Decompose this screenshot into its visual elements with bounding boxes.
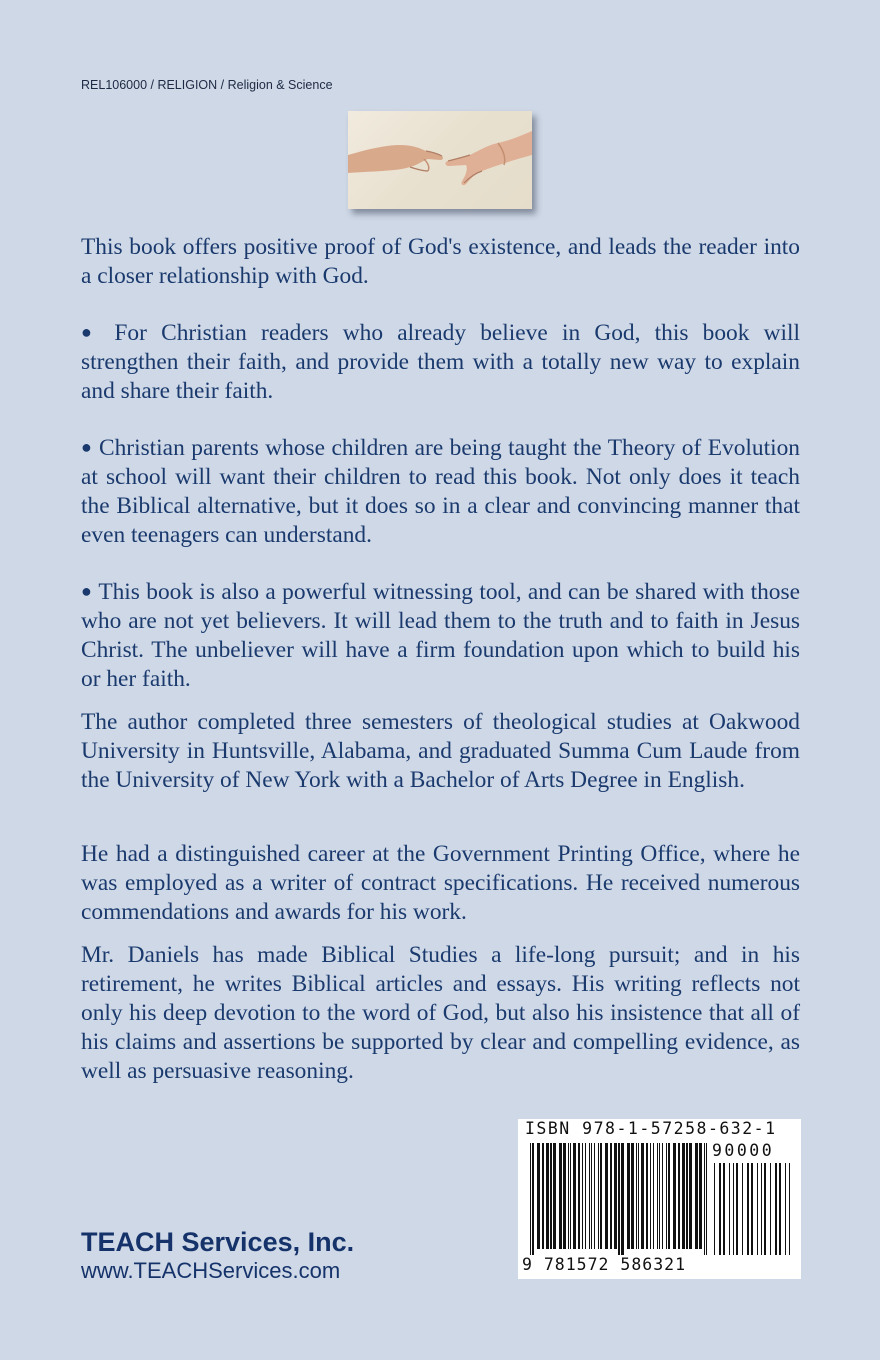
barcode-bar: [610, 1143, 612, 1249]
barcode-bar: [699, 1143, 702, 1249]
barcode-bar: [747, 1163, 749, 1255]
author-paragraph: [81, 941, 800, 1086]
barcode-bar: [542, 1143, 544, 1249]
price-code: 90000: [712, 1141, 775, 1160]
barcode-bar: [789, 1163, 790, 1255]
barcode-bar: [563, 1143, 566, 1249]
barcode-bar: [600, 1143, 602, 1249]
barcode-bar: [578, 1143, 580, 1249]
isbn-barcode: [518, 1119, 801, 1279]
barcode-bar: [638, 1143, 639, 1249]
barcode-bar: [537, 1143, 540, 1249]
barcode-bar: [589, 1143, 590, 1249]
barcode-bar: [761, 1163, 762, 1255]
barcode-bar: [646, 1143, 648, 1249]
author-paragraph: [81, 840, 800, 927]
barcode-bar: [650, 1143, 651, 1249]
barcode-bar: [570, 1143, 571, 1249]
barcode-bar: [618, 1143, 620, 1255]
barcode-bar: [598, 1143, 599, 1249]
category-code: REL106000 / RELIGION / Religion & Science: [81, 78, 333, 92]
barcode-bar: [751, 1163, 753, 1255]
barcode-bar: [742, 1163, 743, 1255]
publisher-block: [81, 1226, 354, 1284]
barcode-bar: [686, 1143, 688, 1249]
barcode-bar: [641, 1143, 644, 1249]
barcode-bar: [591, 1143, 592, 1249]
barcode-bar: [636, 1143, 637, 1249]
barcode-bar: [714, 1163, 715, 1255]
barcode-bar: [719, 1163, 721, 1255]
intro-paragraph: [81, 233, 800, 291]
barcode-bar: [530, 1143, 531, 1255]
barcode-bar: [723, 1163, 725, 1255]
barcode-bar: [568, 1143, 569, 1249]
barcode-bar: [653, 1143, 654, 1249]
barcode-bar: [695, 1143, 698, 1249]
barcode-bar: [546, 1143, 549, 1249]
bullet-item: [81, 577, 800, 694]
author-text: He had a distinguished career at the Government Printing Office, where he was employed as a writer of contract specifications. He received numerous commendations and awards for his work.: [81, 841, 800, 925]
barcode-bar: [573, 1143, 576, 1249]
bullet-item: [81, 433, 800, 550]
barcode-bar: [770, 1163, 771, 1255]
creation-of-adam-hands-icon: [348, 111, 532, 209]
author-text: The author completed three semesters of theological studies at Oakwood University in Huntsville, Alabama, and graduated Summa Cum Laude from the University of New York with a Bachelor of Arts Degree in English.: [81, 709, 800, 793]
bullet-icon: ●: [81, 581, 93, 601]
barcode-bar: [631, 1143, 634, 1249]
barcode-bar: [627, 1143, 630, 1249]
barcode-bar: [668, 1143, 670, 1249]
barcode-bar: [659, 1143, 660, 1249]
bullet-icon: ●: [81, 322, 101, 342]
isbn-label: ISBN 978-1-57258-632-1: [525, 1119, 777, 1138]
barcode-bar: [779, 1163, 781, 1255]
barcode-bar: [605, 1143, 608, 1249]
bullet-item: [81, 318, 800, 406]
barcode-bar: [553, 1143, 556, 1249]
barcode-bar: [757, 1163, 758, 1255]
barcode-bar: [764, 1163, 766, 1255]
ean-digits: 9 781572 586321: [522, 1255, 687, 1274]
barcode-bar: [736, 1163, 738, 1255]
author-paragraph: [81, 708, 800, 795]
bullet-icon: ●: [81, 437, 93, 457]
barcode-bar: [582, 1143, 583, 1249]
barcode-bar: [733, 1163, 734, 1255]
barcode-bar: [704, 1143, 705, 1255]
barcode-bar: [662, 1143, 663, 1249]
barcode-bar: [673, 1143, 676, 1249]
bullet-text: For Christian readers who already believe in God, this book will strengthen their faith, and provide them with a totally new way to explain and share their faith.: [81, 320, 800, 404]
barcode-bar: [706, 1143, 707, 1255]
barcode-bar: [585, 1143, 586, 1249]
barcode-bar: [614, 1143, 617, 1249]
barcode-bar: [678, 1143, 680, 1249]
bullet-text: Christian parents whose children are being taught the Theory of Evolution at school will want their children to read this book. Not only does it teach the Biblical alternative, but it does so in a clear and convincing manner that even teenagers can understand.: [81, 435, 800, 548]
barcode-bar: [785, 1163, 786, 1255]
bullet-text: This book is also a powerful witnessing tool, and can be shared with those who are not yet believers. It will lead them to the truth and to faith in Jesus Christ. The unbeliever will have a firm foundation upon which to build his or her faith.: [81, 579, 800, 692]
publisher-name: TEACH Services, Inc.: [81, 1227, 355, 1257]
barcode-bar: [775, 1163, 777, 1255]
publisher-url[interactable]: www.TEACHServices.com: [81, 1258, 341, 1283]
barcode-bar: [559, 1143, 562, 1249]
intro-text: This book offers positive proof of God's existence, and leads the reader into a closer relationship with God.: [81, 234, 800, 289]
barcode-bar: [666, 1143, 667, 1249]
author-text: Mr. Daniels has made Biblical Studies a life-long pursuit; and in his retirement, he writes Biblical articles and essays. His writing reflects not only his deep devotion to the word of God, but also his insistence that all of his claims and assertions be supported by clear and compelling evidence, as well as persuasive reasoning.: [81, 942, 800, 1084]
barcode-bar: [657, 1143, 658, 1249]
barcode-bar: [729, 1163, 730, 1255]
barcode-bar: [550, 1143, 552, 1249]
barcode-bar: [682, 1143, 685, 1249]
barcode-bar: [621, 1143, 624, 1255]
barcode-bar: [532, 1143, 534, 1255]
barcode-bar: [689, 1143, 692, 1249]
barcode-bar: [594, 1143, 595, 1249]
